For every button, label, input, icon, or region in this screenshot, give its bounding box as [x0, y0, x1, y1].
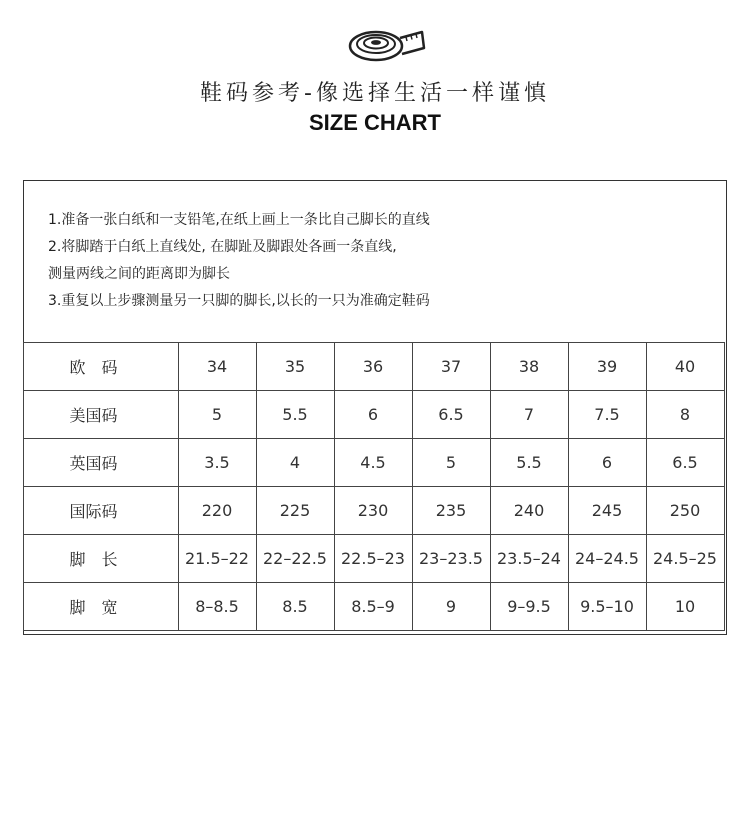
table-row-foot-length [23, 535, 724, 583]
table-row-foot-width [23, 583, 724, 631]
table-cell: 35 [256, 343, 334, 391]
instruction-line: 1.准备一张白纸和一支铅笔,在纸上画上一条比自己脚长的直线 [48, 212, 430, 228]
table-row-eu [23, 343, 724, 391]
table-cell: 23–23.5 [412, 535, 490, 583]
size-table [23, 342, 725, 631]
row-label: 国际码 [23, 487, 178, 535]
size-chart-panel [23, 180, 727, 635]
table-cell: 10 [646, 583, 724, 631]
table-cell: 4 [256, 439, 334, 487]
table-cell: 8–8.5 [178, 583, 256, 631]
table-cell: 40 [646, 343, 724, 391]
table-cell: 6.5 [646, 439, 724, 487]
table-cell: 250 [646, 487, 724, 535]
page-subtitle: SIZE CHART [309, 110, 441, 135]
table-cell: 8.5–9 [334, 583, 412, 631]
row-label: 美国码 [23, 391, 178, 439]
table-cell: 21.5–22 [178, 535, 256, 583]
row-label: 英国码 [23, 439, 178, 487]
table-cell: 235 [412, 487, 490, 535]
measurement-instructions [48, 207, 430, 315]
table-cell: 5.5 [256, 391, 334, 439]
table-cell: 240 [490, 487, 568, 535]
table-cell: 4.5 [334, 439, 412, 487]
table-cell: 36 [334, 343, 412, 391]
table-cell: 24.5–25 [646, 535, 724, 583]
table-cell: 9–9.5 [490, 583, 568, 631]
table-cell: 24–24.5 [568, 535, 646, 583]
table-row-uk [23, 439, 724, 487]
table-cell: 6 [334, 391, 412, 439]
table-cell: 8 [646, 391, 724, 439]
table-cell: 5 [178, 391, 256, 439]
instruction-line: 3.重复以上步骤测量另一只脚的脚长,以长的一只为准确定鞋码 [48, 293, 430, 309]
row-label: 脚 宽 [23, 583, 178, 631]
row-label: 欧 码 [23, 343, 178, 391]
table-cell: 6 [568, 439, 646, 487]
table-row-us [23, 391, 724, 439]
instruction-line: 2.将脚踏于白纸上直线处, 在脚趾及脚跟处各画一条直线, [48, 239, 397, 255]
instruction-line: 测量两线之间的距离即为脚长 [48, 266, 230, 282]
table-cell: 9 [412, 583, 490, 631]
page-title: 鞋码参考-像选择生活一样谨慎 [200, 81, 550, 106]
table-cell: 6.5 [412, 391, 490, 439]
table-cell: 22–22.5 [256, 535, 334, 583]
table-cell: 7 [490, 391, 568, 439]
table-row-intl [23, 487, 724, 535]
table-cell: 39 [568, 343, 646, 391]
table-cell: 37 [412, 343, 490, 391]
table-cell: 38 [490, 343, 568, 391]
table-cell: 225 [256, 487, 334, 535]
table-cell: 8.5 [256, 583, 334, 631]
tape-measure-icon [348, 26, 428, 66]
table-cell: 5 [412, 439, 490, 487]
row-label: 脚 长 [23, 535, 178, 583]
table-cell: 9.5–10 [568, 583, 646, 631]
table-cell: 5.5 [490, 439, 568, 487]
table-cell: 220 [178, 487, 256, 535]
table-cell: 23.5–24 [490, 535, 568, 583]
table-cell: 22.5–23 [334, 535, 412, 583]
table-cell: 34 [178, 343, 256, 391]
table-cell: 3.5 [178, 439, 256, 487]
table-cell: 230 [334, 487, 412, 535]
table-cell: 245 [568, 487, 646, 535]
table-cell: 7.5 [568, 391, 646, 439]
